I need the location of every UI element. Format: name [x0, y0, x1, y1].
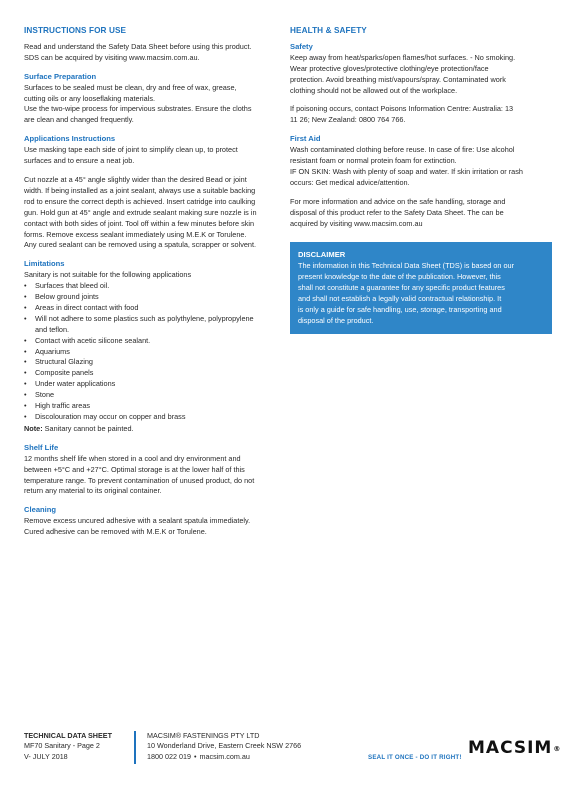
- poisons-paragraph: If poisoning occurs, contact Poisons Information Centre: Australia: 13 11 26; New Zealand: 0800 764 766.: [290, 104, 514, 125]
- list-item: • Aquariums: [24, 347, 277, 358]
- shelf-life-paragraph: 12 months shelf life when stored in a cool and dry environment and between +5°C and +27°C. Optimal storage is at the lower half of this temperature range. To prevent contamination of unused product, do not return any material to its original container.: [24, 453, 255, 496]
- list-item: • Below ground joints: [24, 292, 277, 303]
- limitations-intro: Sanitary is not suitable for the following applications: [24, 270, 192, 280]
- limitations-heading: Limitations: [24, 259, 65, 269]
- list-item: • Discolouration may occur on copper and brass: [24, 412, 277, 423]
- safety-paragraph-1: Keep away from heat/sparks/open flames/hot surfaces. - No smoking. Wear protective gloves/protective clothing/eye protection/face protection. Avoid breathing mist/vapours/spray. Contaminated work clothing should not be allowed out of the workplace.: [290, 52, 516, 95]
- surface-paragraph-1: Surfaces to be sealed must be clean, dry and free of wax, grease, cutting oils or any looseflaking materials.: [24, 82, 237, 103]
- first-aid-heading: First Aid: [290, 134, 321, 144]
- document-type: TECHNICAL DATA SHEET: [24, 731, 112, 740]
- list-item: • Under water applications: [24, 379, 277, 390]
- company-contact: [147, 752, 301, 762]
- more-info-paragraph: For more information and advice on the safe handling, storage and disposal of this product refer to the Safety Data Sheet. The can be acquired by visiting www.macsim.com.au: [290, 196, 506, 228]
- limitations-note: Note: Sanitary cannot be painted.: [24, 423, 134, 433]
- health-safety-title: HEALTH & SAFETY: [290, 26, 367, 35]
- company-phone: 1800 022 019: [147, 751, 191, 761]
- list-item: • Areas in direct contact with food: [24, 303, 277, 314]
- disclaimer-heading: DISCLAIMER: [298, 249, 346, 259]
- macsim-logo: MACSIM®: [468, 738, 562, 758]
- document-version: V- JULY 2018: [24, 751, 68, 761]
- right-column: [290, 26, 550, 334]
- instructions-title: INSTRUCTIONS FOR USE: [24, 26, 127, 35]
- disclaimer-text: The information in this Technical Data Sheet (TDS) is based on our present knowledge to the date of the publication. However, this shall not constitute a guarantee for any specific product features and shall not establish a legally valid contractual relationship. It is only a guide for safe handling, use, storage, transporting and disposal of the product.: [298, 261, 515, 325]
- slogan: SEAL IT ONCE - DO IT RIGHT!: [368, 754, 462, 761]
- shelf-life-heading: Shelf Life: [24, 442, 59, 452]
- intro-paragraph: Read and understand the Safety Data Sheet before using this product. SDS can be acquired by visiting www.macsim.com.au.: [24, 41, 252, 62]
- list-item: • Stone: [24, 390, 277, 401]
- left-column: [24, 26, 277, 538]
- applications-paragraph-2: Cut nozzle at a 45° angle slightly wider than the desired Bead or joint width. If being installed as a joint sealant, always use a suitable backing rod to ensure the correct depth is achieved. Insert catridge into caulking gun. Hold gun at 45° angle and extrude sealant making sure nozzle is in contact with both sides of joint. Tool off within a few minutes before skin forms. Remove excess sealant immediately using M.E.K or Torulene. Any cured sealant can be removed using a spatula, scrapper or solvent.: [24, 174, 257, 250]
- registered-mark: ®: [553, 745, 562, 753]
- company-address: 10 Wonderland Drive, Eastern Creek NSW 2766: [147, 741, 302, 751]
- page-footer: [24, 731, 562, 767]
- company-info: [147, 731, 301, 762]
- bullet-separator: •: [193, 751, 197, 761]
- list-item: • Contact with acetic silicone sealant.: [24, 336, 277, 347]
- disclaimer-box: [290, 242, 552, 334]
- company-name: MACSIM® FASTENINGS PTY LTD: [147, 731, 260, 740]
- list-item: • Surfaces that bleed oil.: [24, 281, 277, 292]
- limitations-list: [24, 281, 277, 423]
- first-aid-paragraph: Wash contaminated clothing before reuse. In case of fire: Use alcohol resistant foam or normal protein foam for extinction. IF ON SKIN: Wash with plenty of soap and water. If skin irritation or rash occurs: Get medical advice/attention.: [290, 145, 523, 187]
- applications-paragraph-1: Use masking tape each side of joint to simplify clean up, to protect surfaces and to ensure a neat job.: [24, 145, 238, 166]
- document-info: [24, 731, 112, 762]
- document-page: MF70 Sanitary - Page 2: [24, 741, 100, 751]
- list-item: • Will not adhere to some plastics such as polythylene, polypropylene and teflon.: [24, 314, 277, 336]
- surface-paragraph-2: Use the two-wipe process for impervious substrates. Ensure the cloths are clean and changed frequently.: [24, 104, 252, 125]
- list-item: • High traffic areas: [24, 401, 277, 412]
- surface-preparation-heading: Surface Preparation: [24, 71, 97, 81]
- list-item: • Composite panels: [24, 368, 277, 379]
- cleaning-heading: Cleaning: [24, 505, 57, 515]
- safety-heading: Safety: [290, 41, 313, 51]
- list-item: • Structural Glazing: [24, 357, 277, 368]
- company-website: macsim.com.au: [199, 751, 250, 761]
- applications-heading: Applications Instructions: [24, 134, 116, 144]
- footer-divider: [134, 731, 136, 764]
- cleaning-paragraph: Remove excess uncured adhesive with a sealant spatula immediately. Cured adhesive can be removed with M.E.K or Torulene.: [24, 516, 251, 537]
